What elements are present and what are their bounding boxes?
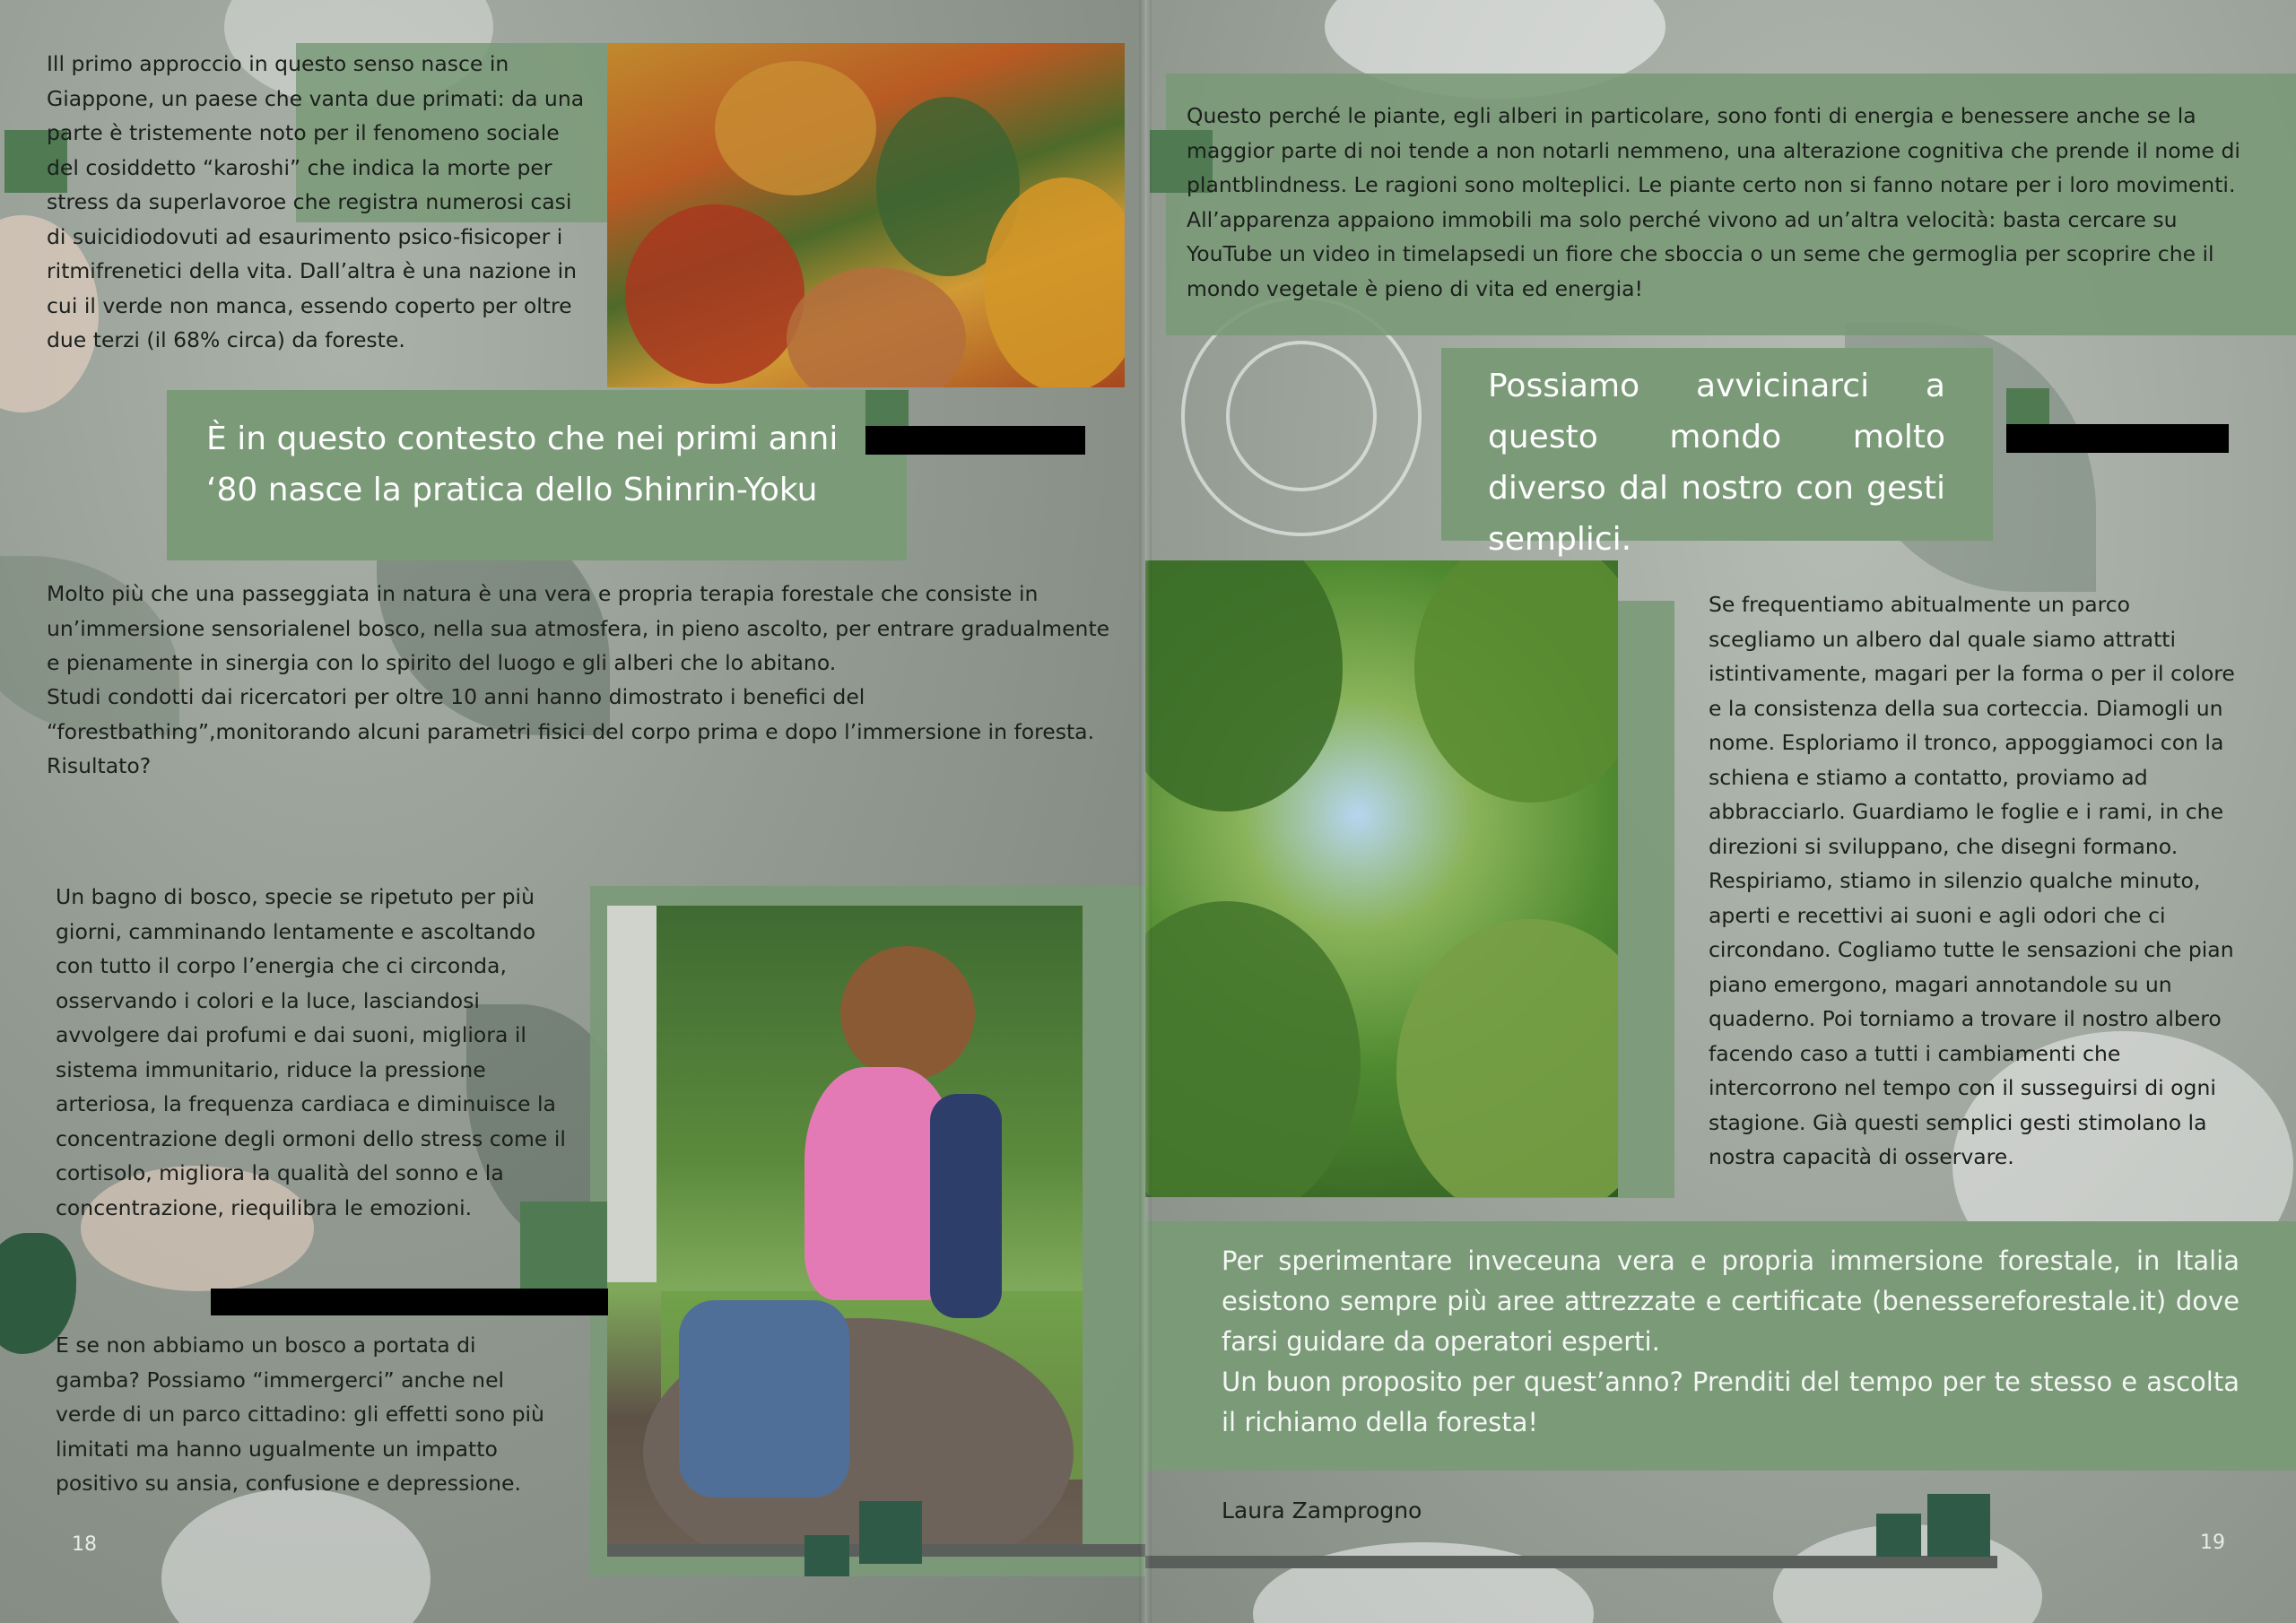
- closing-paragraph-1: Per sperimentare inveceuna vera e propria immersione forestale, in Italia esistono sempre più aree attrezzate e certificate (benessereforestale.it) dove farsi guidare da operatori esperti.: [1222, 1245, 2239, 1357]
- quote-text: Possiamo avvicinarci a questo mondo molto diverso dal nostro con gesti semplici.: [1488, 368, 1945, 558]
- child-on-tree-photo: [607, 906, 1083, 1544]
- benefits-paragraph: Un bagno di bosco, specie se ripetuto per più giorni, camminando lentamente e ascoltando con tutto il corpo l’energia che ci circonda, osservando i colori e la luce, lasciandosi avvolgere dai profumi e dai suoni, migliora il sistema immunitario, riduce la pressione arteriosa, la frequenza cardiaca e diminuisce la concentrazione degli ormoni dello stress come il cortisolo, migliora la qualità del sonno e la concentrazione, riequilibra le emozioni.: [56, 884, 566, 1220]
- background-flower-decoration: [161, 1488, 430, 1623]
- black-bar-decoration: [2006, 424, 2229, 453]
- page-number: 19: [2200, 1532, 2225, 1554]
- background-circle-decoration: [1226, 341, 1377, 491]
- closing-panel: [1145, 1221, 2296, 1471]
- accent-square: [1876, 1514, 1921, 1557]
- accent-square: [865, 390, 909, 426]
- middle-paragraph: Molto più che una passeggiata in natura è una vera e propria terapia forestale che consiste in un’immersione sensorialenel bosco, nella sua atmosfera, in pieno ascolto, per entrare gradualmente e pienamente in sinergia con lo spirito del luogo e gli alberi che lo abitano.: [47, 581, 1110, 675]
- child-hair: [840, 946, 975, 1081]
- tree-paragraph: Se frequentiamo abitualmente un parco scegliamo un albero dal quale siamo attratti istintivamente, magari per la forma o per il colore e la consistenza della sua corteccia. Diamogli un nome. Esploriamo il tronco, appoggiamoci con la schiena e stiamo a contatto, proviamo ad abbracciarlo. Guardiamo le foglie e i rami, in che direzioni si sviluppano, che disegni formano. Respiriamo, stiamo in silenzio qualche minuto, aperti e recettivi ai suoni e agli odori che ci circondano. Cogliamo tutte le sensazioni che pian piano emergono, magari annotandole su un quaderno. Poi torniamo a trovare il nostro albero facendo caso a tutti i cambiamenti che intercorrono nel tempo con il susseguirsi di ogni stagione. Già questi semplici gesti stimolano la nostra capacità di osservare.: [1709, 592, 2235, 1169]
- accent-square: [2006, 388, 2049, 424]
- intro-paragraph: Questo perché le piante, egli alberi in particolare, sono fonti di energia e benessere anche se la maggior parte di noi tende a non notarli nemmeno, una alterazione cognitiva che prende il nome di plantblindness. Le ragioni sono molteplici. Le piante certo non si fanno notare per i loro movimenti. All’apparenza appaiono immobili ma solo perché vivono ad un’altra velocità: basta cercare su YouTube un video in timelapsedi un fiore che sboccia o un seme che germoglia per scoprire che il mondo vegetale è pieno di vita ed energia!: [1187, 103, 2240, 301]
- accent-square: [804, 1535, 849, 1576]
- autumn-forest-photo: [607, 43, 1125, 387]
- page-spine: [1139, 0, 1152, 1623]
- intro-paragraph: Ill primo approccio in questo senso nasce in Giappone, un paese che vanta due primati: da una parte è tristemente noto per il fenomeno sociale del cosiddetto “karoshi” che indica la morte per stress da superlavoroe che registra numerosi casi di suicidiodovuti ad esaurimento psico-fisicoper i ritmifrenetici della vita. Dall’altra è una nazione in cui il verde non manca, essendo coperto per oltre due terzi (il 68% circa) da foreste.: [47, 51, 585, 352]
- park-paragraph: E se non abbiamo un bosco a portata di gamba? Possiamo “immergerci” anche nel verde di un parco cittadino: gli effetti sono più limitati ma hanno ugualmente un impatto positivo su ansia, confusione e depressione.: [56, 1332, 544, 1496]
- author-name: Laura Zamprogno: [1222, 1497, 1422, 1523]
- quote-text: È in questo contesto che nei primi anni ‘80 nasce la pratica dello Shinrin-Yoku: [206, 421, 839, 508]
- accent-square: [859, 1501, 922, 1564]
- background-flower-decoration: [1253, 1542, 1594, 1623]
- accent-square: [520, 1202, 608, 1291]
- quote-panel: [167, 390, 907, 560]
- right-page: [1145, 0, 2296, 1623]
- left-page: [0, 0, 1145, 1623]
- closing-paragraph-2: Un buon proposito per quest’anno? Prenditi del tempo per te stesso e ascolta il richiamo della foresta!: [1222, 1367, 2239, 1437]
- black-bar-decoration: [211, 1289, 608, 1315]
- accent-square: [1927, 1494, 1990, 1557]
- page-number: 18: [72, 1533, 97, 1556]
- studies-paragraph: Studi condotti dai ricercatori per oltre 10 anni hanno dimostrato i benefici del “forestbathing”,monitorando alcuni parametri fisici del corpo prima e dopo l’immersione in foresta. Risultato?: [47, 684, 1095, 778]
- treetop-canopy-photo: [1145, 560, 1618, 1197]
- quote-panel: [1441, 348, 1993, 558]
- black-bar-decoration: [865, 426, 1085, 455]
- bottom-divider-line: [1145, 1556, 1997, 1568]
